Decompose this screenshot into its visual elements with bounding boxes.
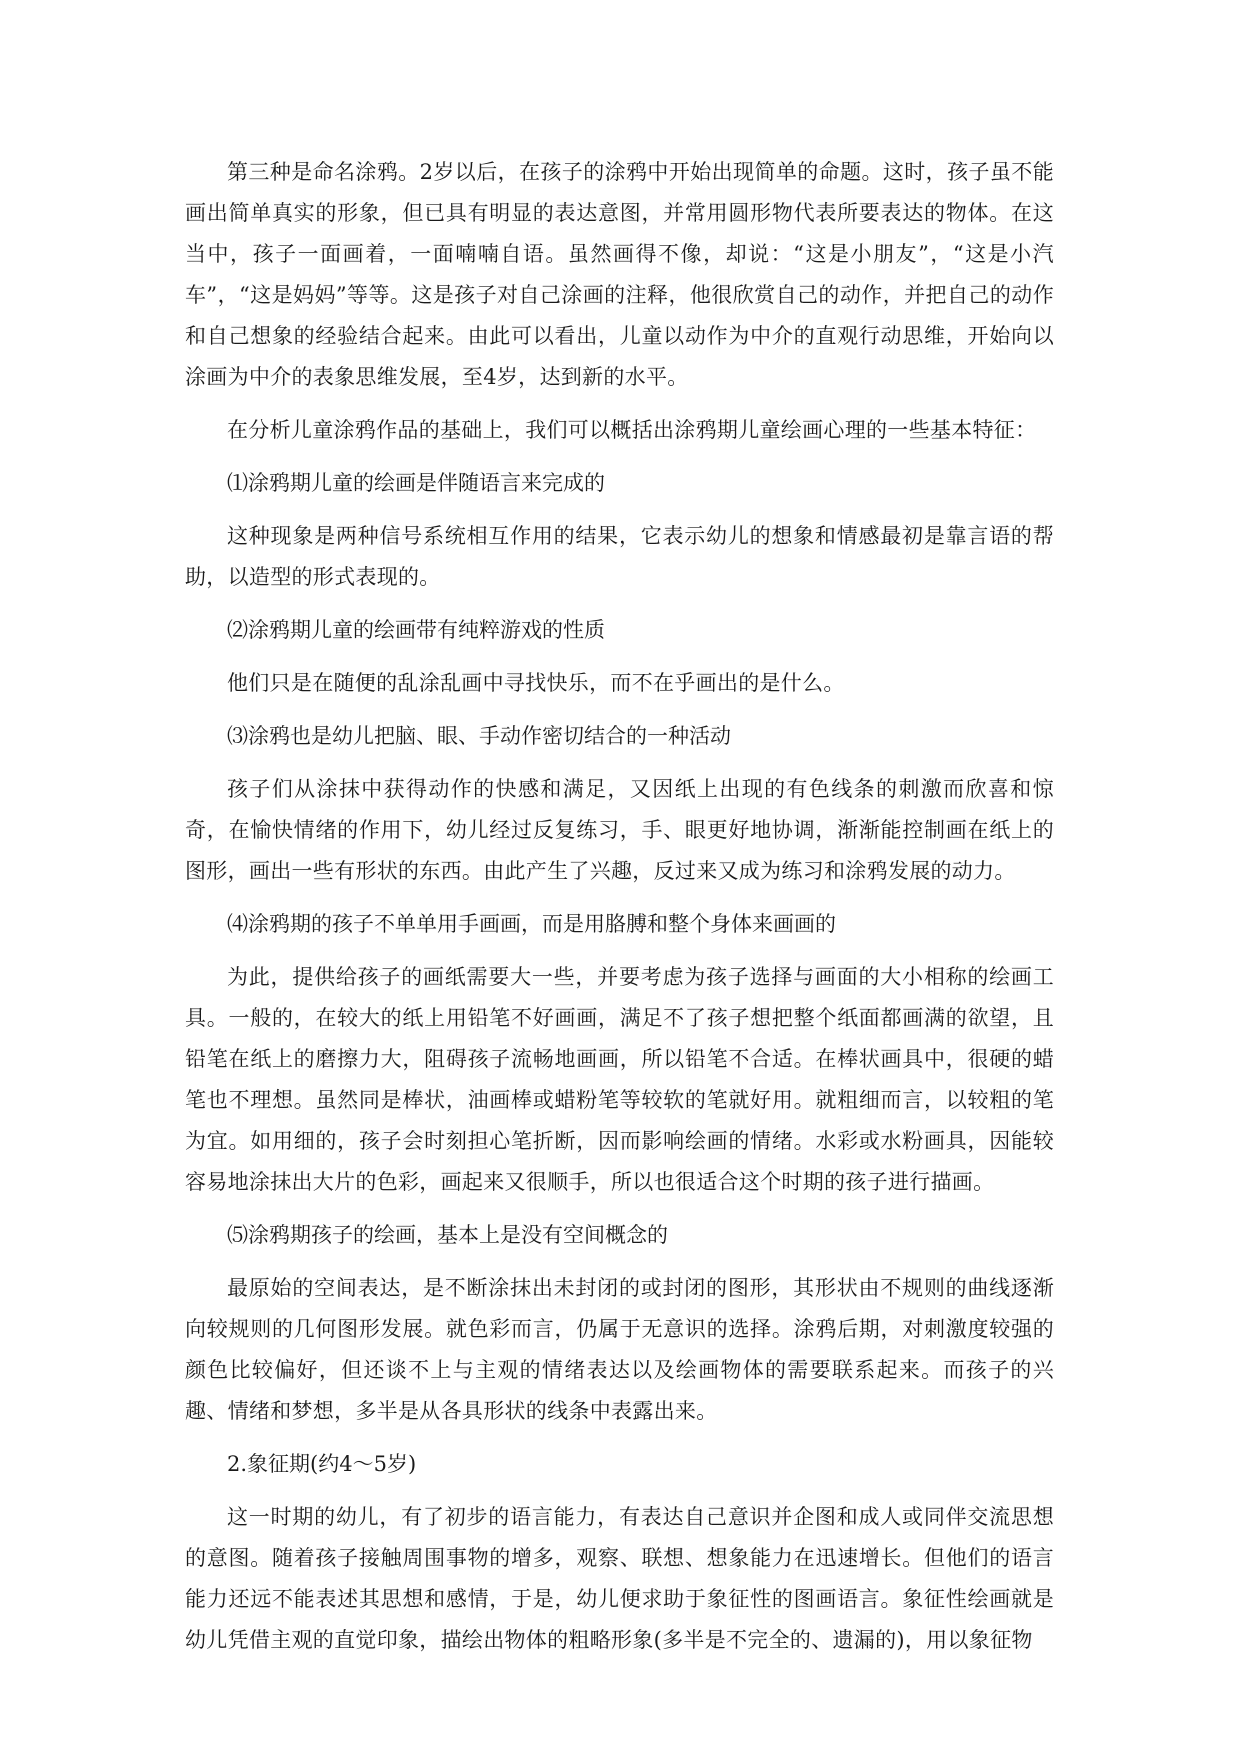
heading-symbolic-period: 2.象征期(约4～5岁) bbox=[227, 1452, 417, 1476]
paragraph-symbolic-period: 这一时期的幼儿，有了初步的语言能力，有表达自己意识并企图和成人或同伴交流思想的意图。随着孩子接触周围事物的增多，观察、联想、想象能力在迅速增长。但他们的语言能力还远不能表述其思想和感情，于是，幼儿便求助于象征性的图画语言。象征性绘画就是幼儿凭借主观的直觉印象，描绘出物体的粗略形象(多半是不完全的、遗漏的)，用以象征物 bbox=[185, 1505, 1054, 1652]
heading-feature-1: ⑴涂鸦期儿童的绘画是伴随语言来完成的 bbox=[227, 471, 605, 495]
paragraph-feature-3: 孩子们从涂抹中获得动作的快感和满足，又因纸上出现的有色线条的刺激而欣喜和惊奇，在愉快情绪的作用下，幼儿经过反复练习，手、眼更好地协调，渐渐能控制画在纸上的图形，画出一些有形状的东西。由此产生了兴趣，反过来又成为练习和涂鸦发展的动力。 bbox=[185, 777, 1054, 883]
paragraph-feature-2: 他们只是在随便的乱涂乱画中寻找快乐，而不在乎画出的是什么。 bbox=[227, 671, 845, 695]
heading-feature-2: ⑵涂鸦期儿童的绘画带有纯粹游戏的性质 bbox=[227, 618, 605, 642]
paragraph-feature-4: 为此，提供给孩子的画纸需要大一些，并要考虑为孩子选择与画面的大小相称的绘画工具。一般的，在较大的纸上用铅笔不好画画，满足不了孩子想把整个纸面都画满的欲望，且铅笔在纸上的磨擦力大，阻碍孩子流畅地画画，所以铅笔不合适。在棒状画具中，很硬的蜡笔也不理想。虽然同是棒状，油画棒或蜡粉笔等较软的笔就好用。就粗细而言，以较粗的笔为宜。如用细的，孩子会时刻担心笔折断，因而影响绘画的情绪。水彩或水粉画具，因能较容易地涂抹出大片的色彩，画起来又很顺手，所以也很适合这个时期的孩子进行描画。 bbox=[185, 965, 1054, 1194]
document-page bbox=[185, 152, 1054, 1661]
paragraph-named-scribble: 第三种是命名涂鸦。2岁以后，在孩子的涂鸦中开始出现简单的命题。这时，孩子虽不能画出简单真实的形象，但已具有明显的表达意图，并常用圆形物代表所要表达的物体。在这当中，孩子一面画着，一面喃喃自语。虽然画得不像，却说：“这是小朋友”，“这是小汽车”，“这是妈妈”等等。这是孩子对自己涂画的注释，他很欣赏自己的动作，并把自己的动作和自己想象的经验结合起来。由此可以看出，儿童以动作为中介的直观行动思维，开始向以涂画为中介的表象思维发展，至4岁，达到新的水平。 bbox=[185, 160, 1054, 389]
heading-feature-4: ⑷涂鸦期的孩子不单单用手画画，而是用胳膊和整个身体来画画的 bbox=[227, 912, 836, 936]
heading-feature-3: ⑶涂鸦也是幼儿把脑、眼、手动作密切结合的一种活动 bbox=[227, 724, 731, 748]
heading-feature-5: ⑸涂鸦期孩子的绘画，基本上是没有空间概念的 bbox=[227, 1223, 668, 1247]
paragraph-feature-5: 最原始的空间表达，是不断涂抹出未封闭的或封闭的图形，其形状由不规则的曲线逐渐向较规则的几何图形发展。就色彩而言，仍属于无意识的选择。涂鸦后期，对刺激度较强的颜色比较偏好，但还谈不上与主观的情绪表达以及绘画物体的需要联系起来。而孩子的兴趣、情绪和梦想，多半是从各具形状的线条中表露出来。 bbox=[185, 1276, 1054, 1423]
paragraph-summary-intro: 在分析儿童涂鸦作品的基础上，我们可以概括出涂鸦期儿童绘画心理的一些基本特征： bbox=[227, 418, 1037, 442]
paragraph-feature-1: 这种现象是两种信号系统相互作用的结果，它表示幼儿的想象和情感最初是靠言语的帮助，以造型的形式表现的。 bbox=[185, 524, 1054, 589]
